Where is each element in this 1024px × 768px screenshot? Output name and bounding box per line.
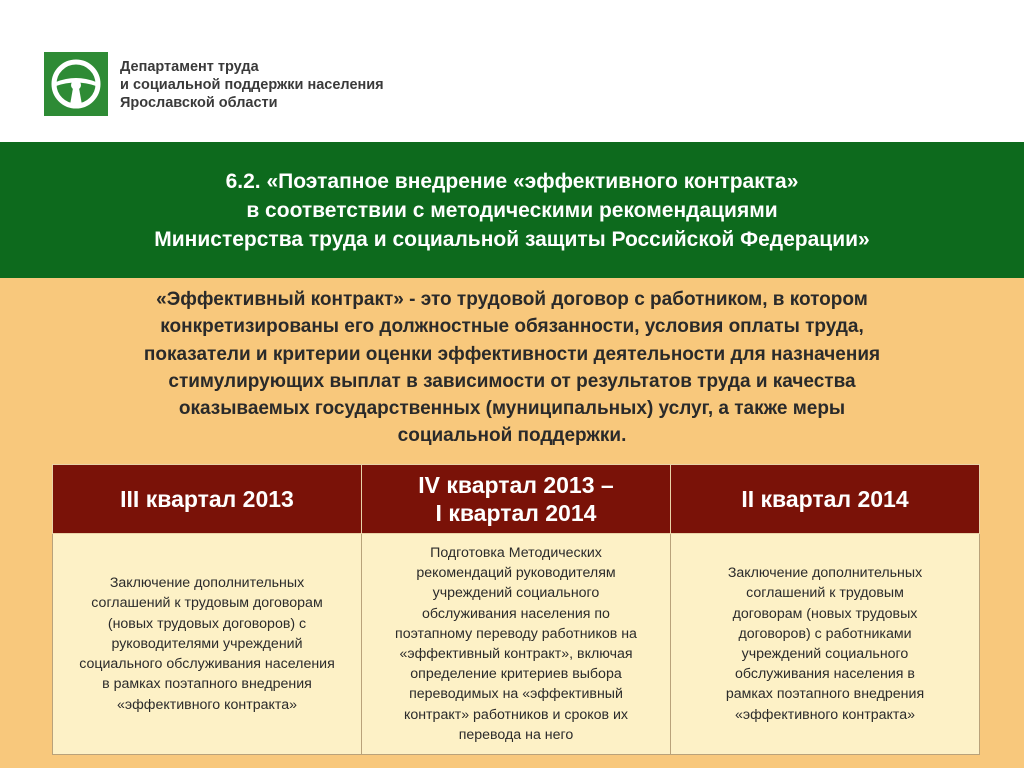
cell-line: Заключение дополнительных xyxy=(727,565,923,582)
definition-line: оказываемых государственных (муниципальных) услуг, а также меры xyxy=(178,398,846,420)
cell-line: договоров) с работниками xyxy=(738,625,912,642)
cell-line: переводимых на «эффективный xyxy=(409,686,623,703)
table-header-row xyxy=(53,465,980,534)
definition-line: социальной поддержки. xyxy=(397,425,627,447)
cell-q3-2013 xyxy=(53,534,362,755)
table-row xyxy=(53,534,980,755)
cell-line: руководителями учреждений xyxy=(111,635,303,652)
column-header-q4-2013-q1-2014 xyxy=(362,465,671,534)
cell-line: рамках поэтапного внедрения xyxy=(725,686,925,703)
cell-line: перевода на него xyxy=(458,726,574,743)
title-line: 6.2. «Поэтапное внедрение «эффективного контракта» xyxy=(225,170,799,193)
header-line: IV квартал 2013 – xyxy=(418,472,614,498)
cell-line: соглашений к трудовым договорам xyxy=(91,595,323,612)
department-line: и социальной поддержки населения xyxy=(120,77,384,93)
cell-line: договорам (новых трудовых xyxy=(732,605,918,622)
column-header-q2-2014 xyxy=(671,465,980,534)
cell-line: обслуживания населения по xyxy=(422,605,610,622)
cell-line: поэтапному переводу работников на xyxy=(395,625,637,642)
cell-line: Подготовка Методических xyxy=(430,544,602,561)
department-line: Департамент труда xyxy=(120,59,259,75)
department-name xyxy=(120,58,384,112)
cell-line: определение критериев выбора xyxy=(410,666,622,683)
cell-line: обслуживания населения в xyxy=(735,666,915,683)
column-header-q3-2013 xyxy=(53,465,362,534)
schedule-table xyxy=(52,464,980,755)
cell-line: контракт» работников и сроков их xyxy=(403,706,629,723)
department-line: Ярославской области xyxy=(120,95,278,111)
cell-line: социального обслуживания населения xyxy=(79,656,335,673)
cell-line: соглашений к трудовым xyxy=(746,585,904,602)
cell-line: рекомендаций руководителям xyxy=(416,565,616,582)
cell-q2-2014 xyxy=(671,534,980,755)
definition-line: «Эффективный контракт» - это трудовой договор с работником, в котором xyxy=(156,289,868,310)
cell-line: Заключение дополнительных xyxy=(109,575,305,592)
definition-line: конкретизированы его должностные обязанности, условия оплаты труда, xyxy=(160,316,864,338)
steering-wheel-logo-icon xyxy=(44,52,108,116)
cell-line: «эффективного контракта» xyxy=(735,706,915,723)
cell-line: учреждений социального xyxy=(741,646,909,662)
cell-line: учреждений социального xyxy=(432,585,600,602)
header-line: I квартал 2014 xyxy=(435,500,597,526)
slide-title xyxy=(0,167,1024,254)
cell-line: «эффективного контракта» xyxy=(117,696,297,713)
page-header xyxy=(0,0,1024,142)
cell-line: «эффективный контракт», включая xyxy=(399,646,633,662)
cell-line: (новых трудовых договоров) с xyxy=(107,615,307,632)
cell-line: в рамках поэтапного внедрения xyxy=(102,676,312,693)
title-line: в соответствии с методическими рекомендациями xyxy=(246,199,778,222)
definition-text xyxy=(0,286,1024,450)
definition-line: показатели и критерии оценки эффективности деятельности для назначения xyxy=(143,343,881,365)
definition-line: стимулирующих выплат в зависимости от результатов труда и качества xyxy=(168,370,856,392)
cell-q4-2013-q1-2014 xyxy=(362,534,671,755)
title-line: Министерства труда и социальной защиты Российской Федерации» xyxy=(154,228,870,251)
header-line: III квартал 2013 xyxy=(120,486,294,512)
header-line: II квартал 2014 xyxy=(741,486,909,512)
